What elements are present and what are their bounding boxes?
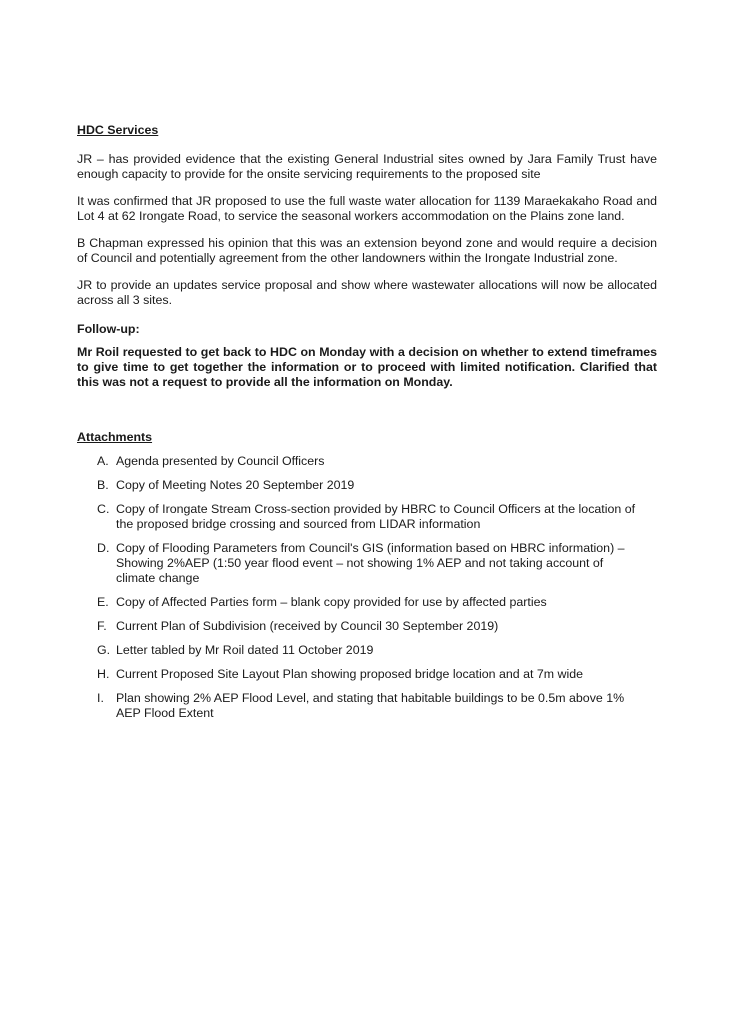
hdc-paragraph-1: JR – has provided evidence that the existing General Industrial sites owned by Jara Family Trust have enough capacity to provide for the onsite servicing requirements to the proposed site: [77, 152, 657, 181]
attachment-item: [77, 541, 657, 586]
attachment-item: [77, 478, 657, 493]
attachment-item: [77, 595, 657, 610]
hdc-paragraph-4: JR to provide an updates service proposal and show where wastewater allocations will now be allocated across all 3 sites.: [77, 278, 657, 307]
attachments-heading: Attachments: [77, 430, 153, 444]
attachments-list: [77, 454, 657, 721]
attachment-text: Copy of Meeting Notes 20 September 2019: [116, 478, 355, 492]
attachment-letter: B.: [97, 478, 109, 492]
attachment-text: Copy of Flooding Parameters from Council's GIS (information based on HBRC information) – Showing 2%AEP (1:50 year flood event – not showing 1% AEP and not taking account of climate change: [116, 541, 625, 585]
attachment-text: Plan showing 2% AEP Flood Level, and stating that habitable buildings to be 0.5m above 1% AEP Flood Extent: [116, 691, 625, 720]
attachment-text: Current Proposed Site Layout Plan showing proposed bridge location and at 7m wide: [116, 667, 584, 681]
attachment-item: [77, 691, 657, 721]
attachment-text: Copy of Irongate Stream Cross-section provided by HBRC to Council Officers at the location of the proposed bridge crossing and sourced from LIDAR information: [116, 502, 636, 531]
attachment-item: [77, 667, 657, 682]
document-body: [77, 123, 657, 730]
attachment-letter: I.: [97, 691, 104, 705]
attachment-item: [77, 643, 657, 658]
attachment-letter: H.: [97, 667, 110, 681]
attachment-text: Letter tabled by Mr Roil dated 11 October 2019: [116, 643, 374, 657]
attachment-item: [77, 454, 657, 469]
attachment-letter: E.: [97, 595, 109, 609]
attachment-letter: G.: [97, 643, 111, 657]
hdc-services-heading: HDC Services: [77, 123, 159, 137]
follow-up-text: Mr Roil requested to get back to HDC on Monday with a decision on whether to extend timeframes to give time to get together the information or to proceed with limited notification. Clarified that this was not a request to provide all the information on Monday.: [77, 345, 657, 389]
attachment-item: [77, 502, 657, 532]
attachment-item: [77, 619, 657, 634]
hdc-paragraph-2: It was confirmed that JR proposed to use the full waste water allocation for 1139 Maraekakaho Road and Lot 4 at 62 Irongate Road, to service the seasonal workers accommodation on the Plains zone land.: [77, 194, 657, 223]
attachment-letter: C.: [97, 502, 110, 516]
hdc-paragraph-3: B Chapman expressed his opinion that this was an extension beyond zone and would require a decision of Council and potentially agreement from the other landowners within the Irongate Industrial zone.: [77, 236, 657, 265]
attachment-letter: D.: [97, 541, 110, 555]
attachment-text: Copy of Affected Parties form – blank copy provided for use by affected parties: [116, 595, 547, 609]
attachment-text: Agenda presented by Council Officers: [116, 454, 325, 468]
attachment-text: Current Plan of Subdivision (received by Council 30 September 2019): [116, 619, 499, 633]
follow-up-label: Follow-up:: [77, 322, 140, 336]
attachment-letter: F.: [97, 619, 107, 633]
attachment-letter: A.: [97, 454, 109, 468]
